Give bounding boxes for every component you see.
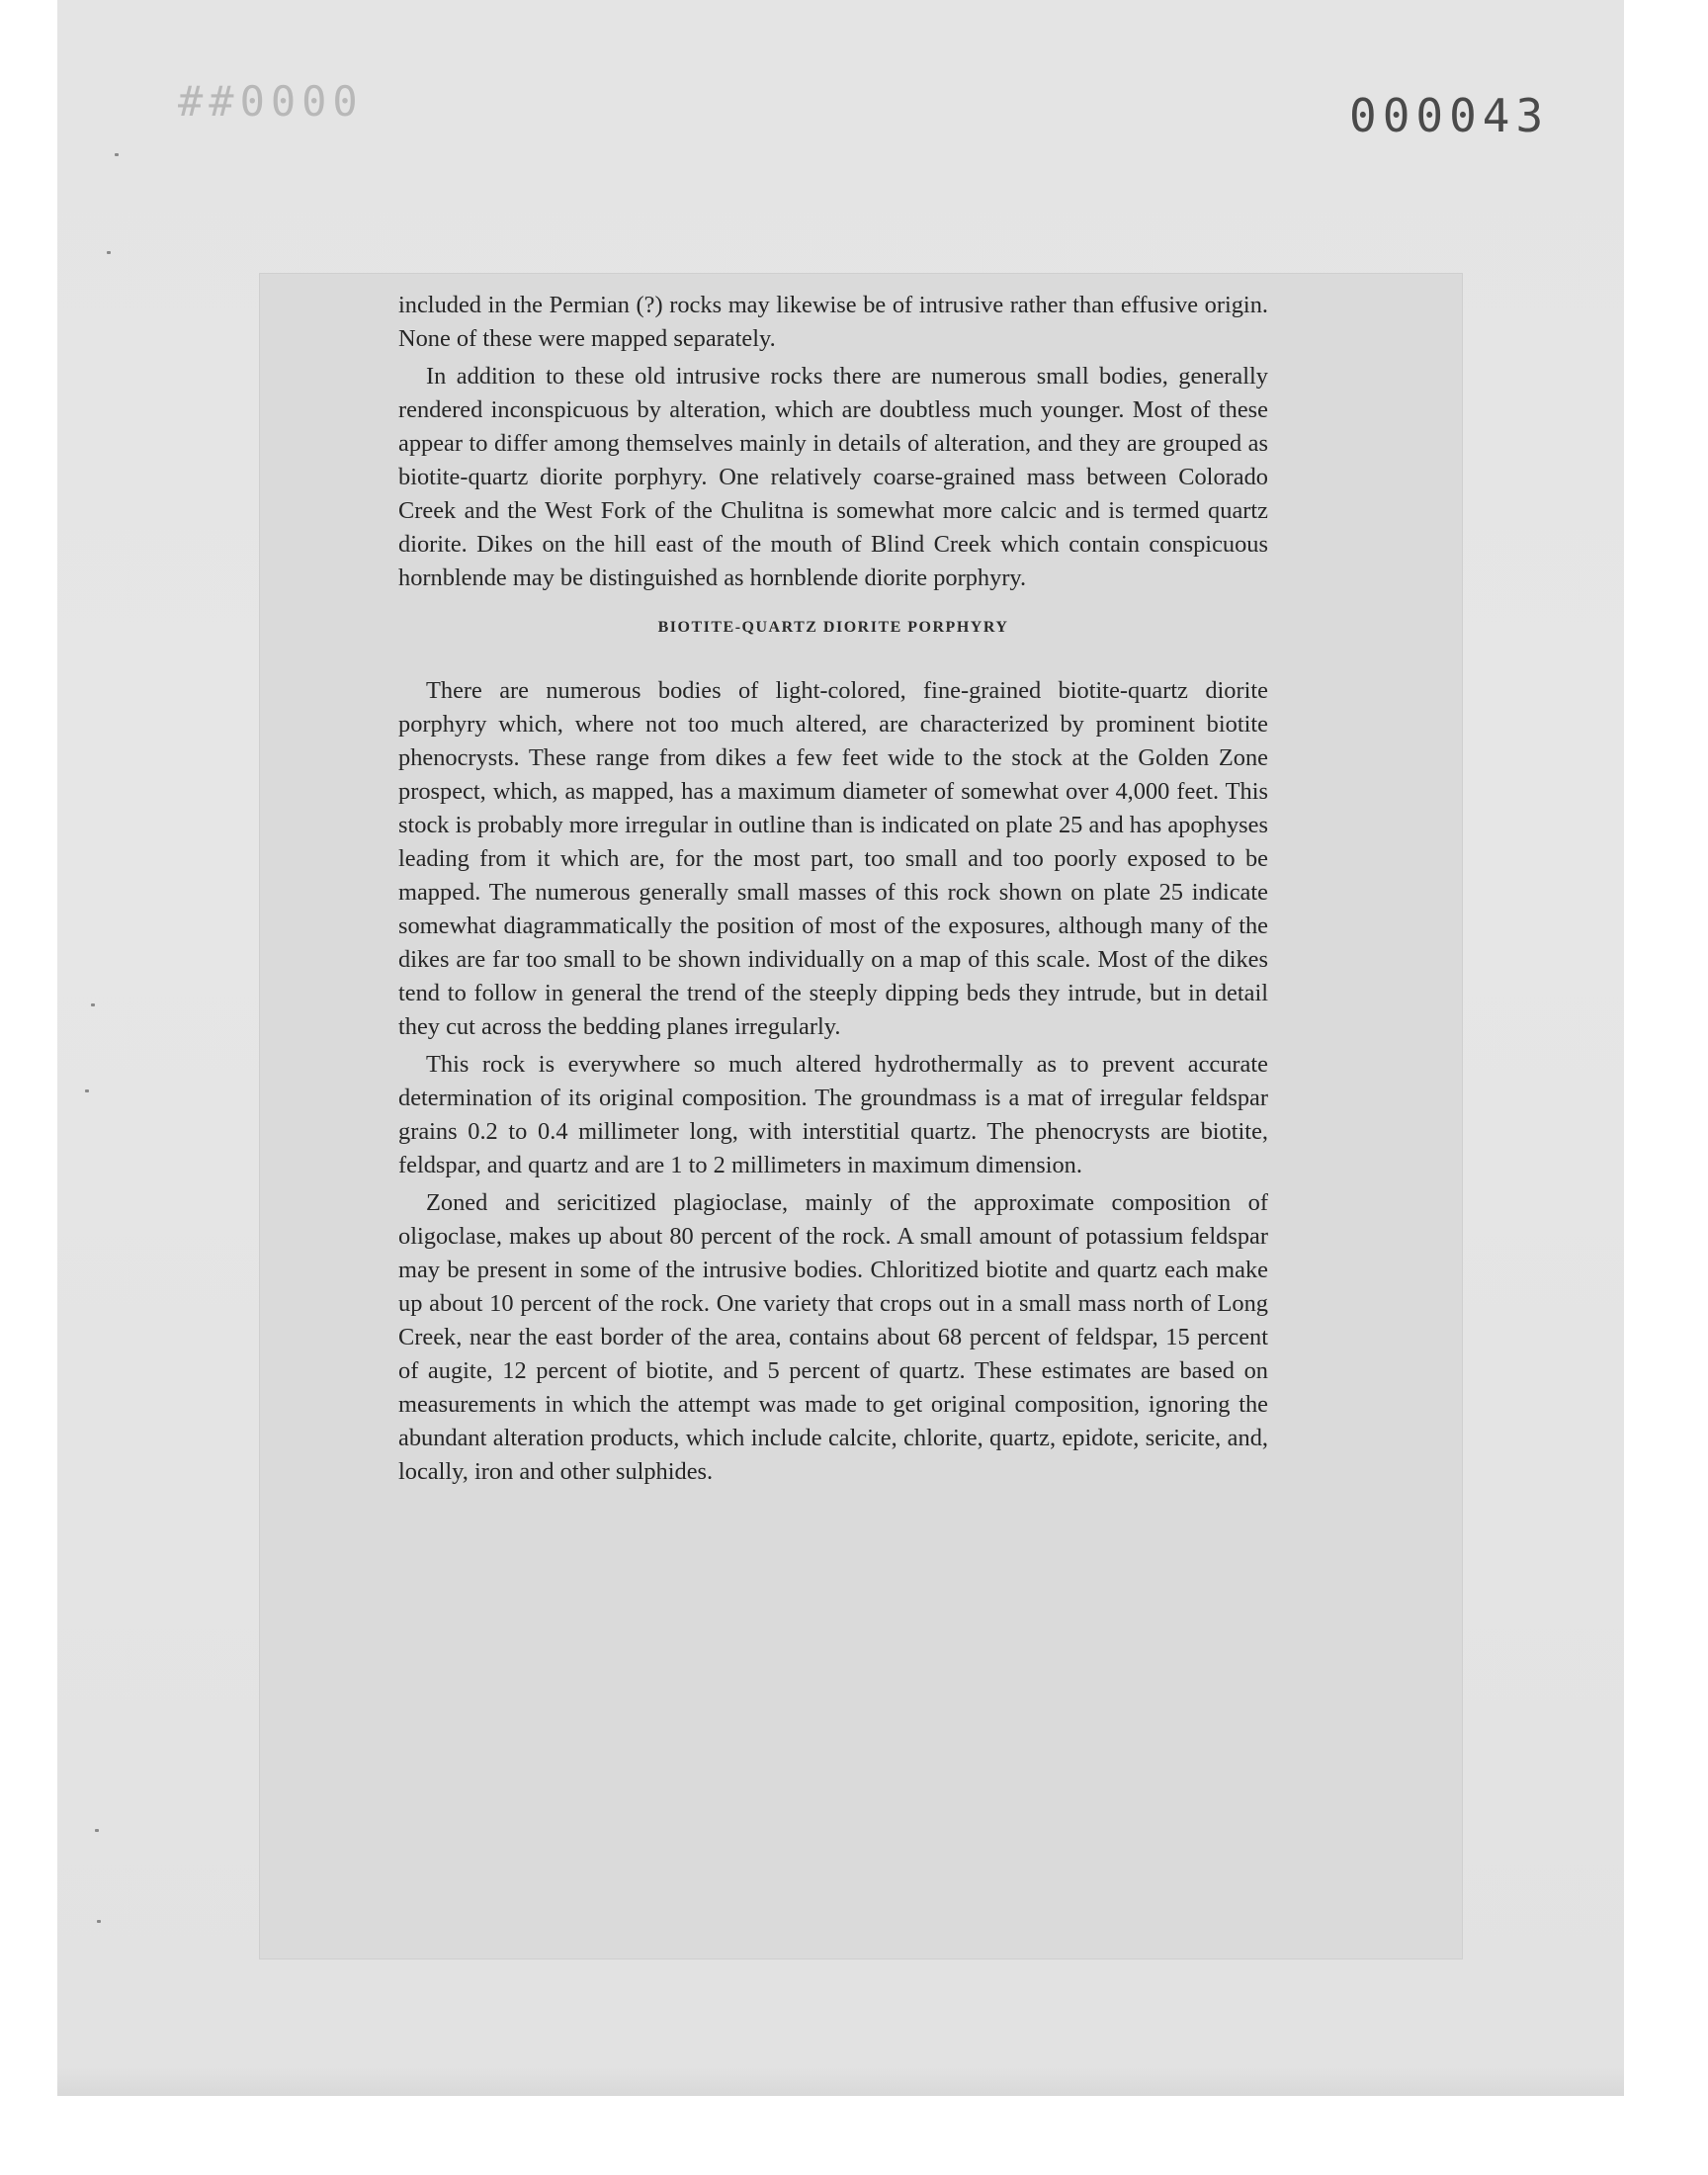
- body-paragraph: Zoned and sericitized plagioclase, mainly of the approximate composition of oligoclase, makes up about 80 percent of the rock. A small amount of potassium feldspar may be present in some of the intrusive bodies. Chloritized biotite and quartz each make up about 10 percent of the rock. One variety that crops out in a small mass north of Long Creek, near the east border of the area, contains about 68 percent of feldspar, 15 percent of augite, 12 percent of biotite, and 5 percent of quartz. These estimates are based on measurements in which the attempt was made to get original composition, ignoring the abundant alteration products, which include calcite, chlorite, quartz, epidote, sericite, and, locally, iron and other sulphides.: [398, 1189, 1268, 1485]
- scan-speck: [85, 1089, 89, 1092]
- scan-speck: [115, 153, 119, 156]
- page-number-stamp: 000043: [1349, 89, 1550, 142]
- body-paragraph: included in the Permian (?) rocks may likewise be of intrusive rather than effusive origin. None of these were mapped separately.: [398, 292, 1268, 352]
- body-paragraph: This rock is everywhere so much altered hydrothermally as to prevent accurate determination of its original composition. The groundmass is a mat of irregular feldspar grains 0.2 to 0.4 millimeter long, with interstitial quartz. The phenocrysts are biotite, feldspar, and quartz and are 1 to 2 millimeters in maximum dimension.: [398, 1051, 1268, 1178]
- body-paragraph: In addition to these old intrusive rocks there are numerous small bodies, generally rendered inconspicuous by alteration, which are doubtless much younger. Most of these appear to differ among themselves mainly in details of alteration, and they are grouped as biotite-quartz diorite porphyry. One relatively coarse-grained mass between Colorado Creek and the West Fork of the Chulitna is somewhat more calcic and is termed quartz diorite. Dikes on the hill east of the mouth of Blind Creek which contain conspicuous hornblende may be distinguished as hornblende diorite porphyry.: [398, 363, 1268, 591]
- scan-speck: [91, 1003, 95, 1006]
- faint-page-stamp: ##0000: [178, 77, 364, 126]
- body-paragraph: There are numerous bodies of light-colored, fine-grained biotite-quartz diorite porphyry which, where not too much altered, are characterized by prominent biotite phenocrysts. These range from dikes a few feet wide to the stock at the Golden Zone prospect, which, as mapped, has a maximum diameter of somewhat over 4,000 feet. This stock is probably more irregular in outline than is indicated on plate 25 and has apophyses leading from it which are, for the most part, too small and too poorly exposed to be mapped. The numerous generally small masses of this rock shown on plate 25 indicate somewhat diagrammatically the position of most of the exposures, although many of the dikes are far too small to be shown individually on a map of this scale. Most of the dikes tend to follow in general the trend of the steeply dipping beds they intrude, but in detail they cut across the bedding planes irregularly.: [398, 677, 1268, 1040]
- section-heading: BIOTITE-QUARTZ DIORITE PORPHYRY: [657, 619, 1009, 636]
- scan-speck: [97, 1920, 101, 1923]
- scan-speck: [95, 1829, 99, 1832]
- page-body: [398, 289, 1268, 1493]
- scan-speck: [107, 251, 111, 254]
